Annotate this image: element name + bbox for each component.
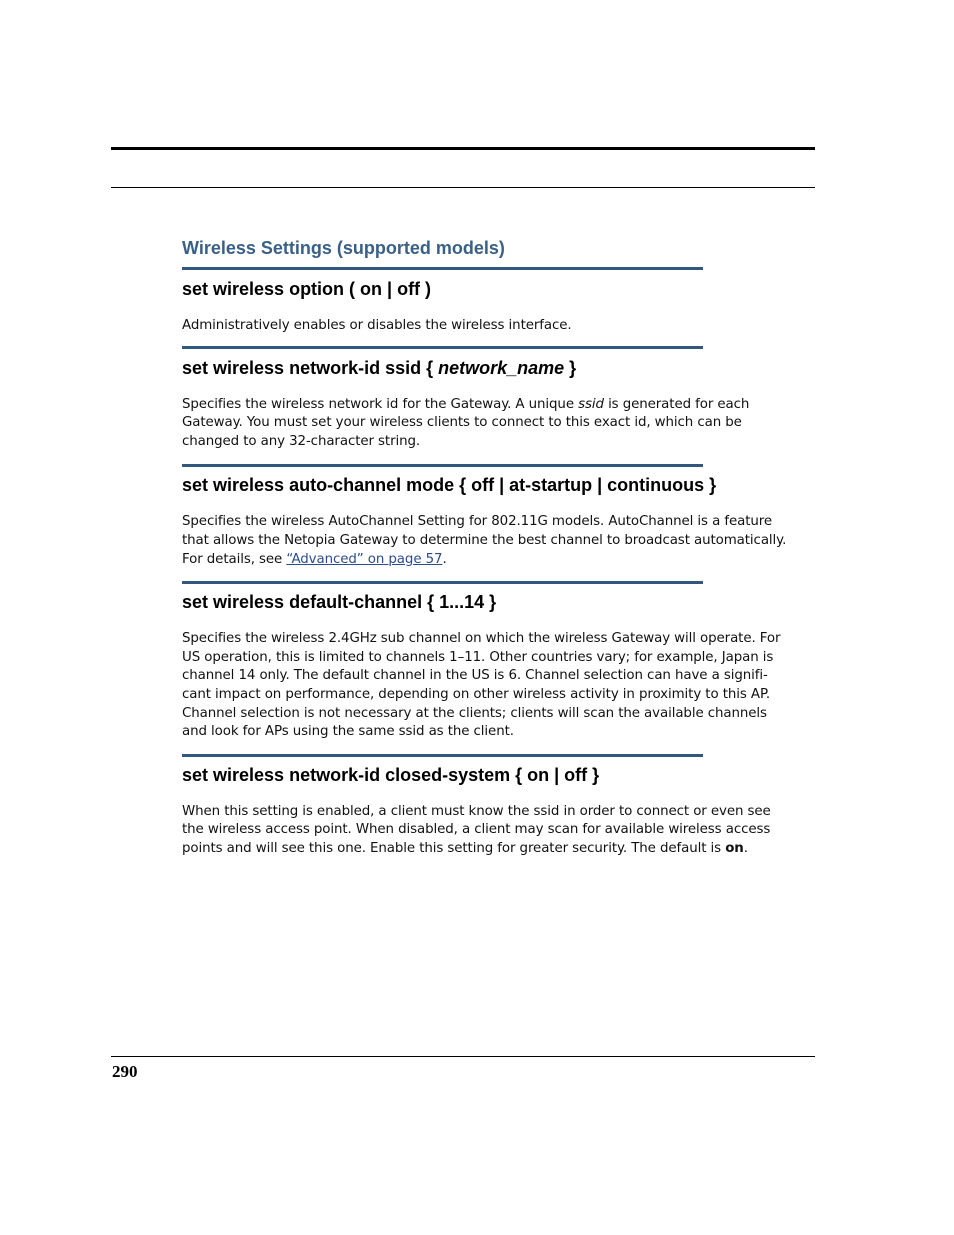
command-description — [182, 803, 802, 859]
header-rule-thick — [111, 147, 815, 150]
command-syntax — [182, 474, 802, 496]
description-line — [182, 396, 802, 415]
command-text: set wireless auto-channel mode { off | at-startup | continuous } — [182, 475, 717, 496]
command-block-wireless-option — [182, 267, 802, 336]
header-rule-thin — [111, 187, 815, 188]
command-description — [182, 630, 802, 742]
description-line: Gateway. You must set your wireless clients to connect to this exact id, which can be — [182, 415, 742, 431]
description-line: and look for APs using the same ssid as the client. — [182, 724, 514, 740]
page-number: 290 — [112, 1062, 138, 1081]
command-text-end: } — [564, 357, 577, 378]
description-text: . — [743, 840, 748, 856]
command-block-network-id-ssid — [182, 346, 802, 452]
section-title: Wireless Settings (supported models) — [182, 238, 505, 258]
description-text: For details, see — [182, 551, 287, 567]
command-description — [182, 513, 802, 569]
command-parameter: network_name — [438, 357, 565, 378]
command-rule — [182, 267, 703, 270]
description-line: changed to any 32-character string. — [182, 433, 421, 449]
command-text: set wireless default-channel { 1...14 } — [182, 592, 497, 613]
command-block-closed-system — [182, 754, 802, 859]
command-rule — [182, 464, 703, 467]
page-content — [182, 236, 802, 859]
description-line: that allows the Netopia Gateway to determine the best channel to broadcast automatically. — [182, 532, 787, 548]
command-syntax — [182, 278, 802, 300]
description-line: US operation, this is limited to channels 1–11. Other countries vary; for example, Japan is — [182, 649, 774, 665]
command-syntax — [182, 764, 802, 786]
description-line: channel 14 only. The default channel in the US is 6. Channel selection can have a signifi- — [182, 668, 768, 684]
command-block-auto-channel — [182, 464, 802, 569]
description-line: When this setting is enabled, a client must know the ssid in order to connect or even see — [182, 803, 771, 819]
description-line: Channel selection is not necessary at the clients; clients will scan the available channels — [182, 705, 767, 721]
description-text: Specifies the wireless network id for the Gateway. A unique — [182, 396, 579, 412]
command-syntax — [182, 357, 802, 379]
description-line: Specifies the wireless 2.4GHz sub channel on which the wireless Gateway will operate. For — [182, 631, 781, 647]
command-block-default-channel — [182, 581, 802, 742]
description-line: cant impact on performance, depending on other wireless activity in proximity to this AP. — [182, 686, 770, 702]
description-line: Specifies the wireless AutoChannel Setting for 802.11G models. AutoChannel is a feature — [182, 514, 772, 530]
description-text: . — [442, 551, 447, 567]
command-description — [182, 317, 802, 336]
description-line: the wireless access point. When disabled, a client may scan for available wireless access — [182, 822, 771, 838]
description-italic-term: ssid — [578, 396, 604, 412]
command-text: set wireless network-id closed-system { on | off } — [182, 764, 600, 785]
command-text: set wireless network-id ssid { — [182, 357, 439, 378]
description-text: points and will see this one. Enable this setting for greater security. The default is — [182, 840, 726, 856]
description-line — [182, 840, 802, 859]
default-value: on — [725, 840, 744, 856]
description-line: Administratively enables or disables the wireless interface. — [182, 318, 572, 333]
command-rule — [182, 581, 703, 584]
description-line — [182, 551, 802, 570]
command-text: set wireless option ( on | off ) — [182, 279, 432, 299]
description-text: is generated for each — [603, 396, 750, 412]
command-rule — [182, 754, 703, 757]
advanced-page-link[interactable]: “Advanced” on page 57 — [286, 551, 443, 567]
command-description — [182, 396, 802, 452]
command-rule — [182, 346, 703, 349]
command-syntax — [182, 591, 802, 613]
footer-rule — [111, 1056, 815, 1057]
